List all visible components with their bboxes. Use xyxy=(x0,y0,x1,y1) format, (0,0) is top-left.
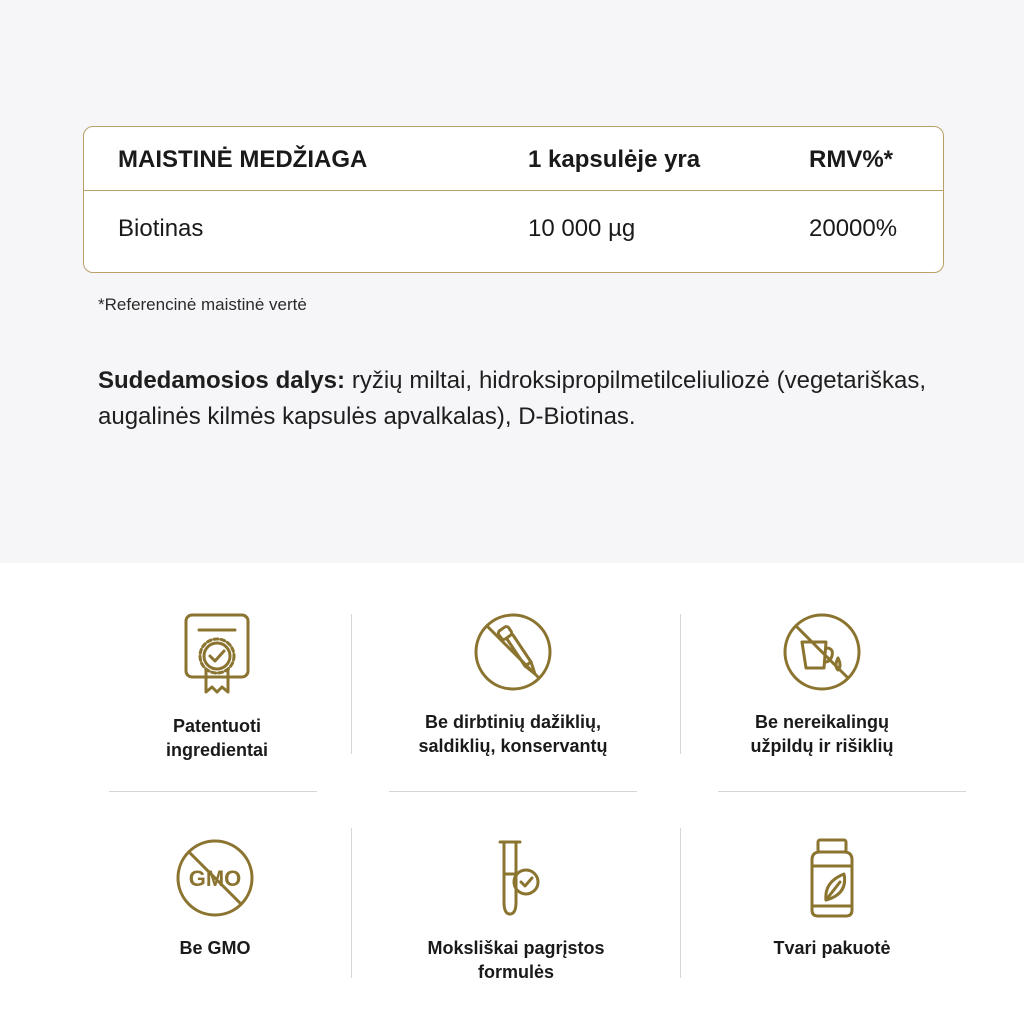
feature-label: Be GMO xyxy=(179,938,251,958)
no-gmo-icon xyxy=(175,838,255,918)
feature-label: Be dirbtinių dažiklių, saldiklių, konservantų xyxy=(418,712,608,756)
feature-label: Moksliškai pagrįstos formulės xyxy=(427,938,605,982)
header-rmv: RMV%* xyxy=(809,146,894,173)
nutrition-table xyxy=(83,126,944,273)
divider xyxy=(718,791,966,792)
divider xyxy=(389,791,637,792)
footnote: *Referencinė maistinė vertė xyxy=(98,295,307,314)
divider xyxy=(680,614,681,754)
feature-label: Be nereikalingų užpildų ir rišiklių xyxy=(750,712,894,756)
table-row xyxy=(84,191,943,272)
feature-label: Patentuoti ingredientai xyxy=(165,716,268,760)
table-header-row xyxy=(84,127,943,191)
feature-no-gmo xyxy=(85,838,345,960)
feature-no-dyes xyxy=(383,612,643,758)
ingredients-list: ryžių miltai, hidroksipropilmetilceliuliozė (vegetariškas, augalinės kilmės kapsulės apvalkalas), D-Biotinas. xyxy=(98,367,926,430)
ingredients-text xyxy=(98,363,926,435)
header-per-capsule: 1 kapsulėje yra xyxy=(528,146,701,173)
test-tube-check-icon xyxy=(476,838,556,918)
header-nutrient: MAISTINĖ MEDŽIAGA xyxy=(118,146,368,173)
cell-amount: 10 000 µg xyxy=(528,215,636,242)
feature-label: Tvari pakuotė xyxy=(773,938,891,958)
eco-jar-icon xyxy=(792,838,872,918)
divider xyxy=(109,791,317,792)
divider xyxy=(680,828,681,978)
ingredients-label: Sudedamosios dalys: xyxy=(98,367,345,394)
feature-no-fillers xyxy=(692,612,952,758)
gmo-text: GMO xyxy=(188,866,242,891)
divider xyxy=(351,828,352,978)
no-filler-icon xyxy=(782,612,862,692)
cell-nutrient: Biotinas xyxy=(118,215,204,242)
feature-science-based xyxy=(386,838,646,984)
divider xyxy=(351,614,352,754)
feature-patented xyxy=(87,612,347,762)
certificate-icon xyxy=(177,612,257,696)
cell-rmv: 20000% xyxy=(809,215,898,242)
no-dropper-icon xyxy=(473,612,553,692)
feature-sustainable-packaging xyxy=(702,838,962,960)
